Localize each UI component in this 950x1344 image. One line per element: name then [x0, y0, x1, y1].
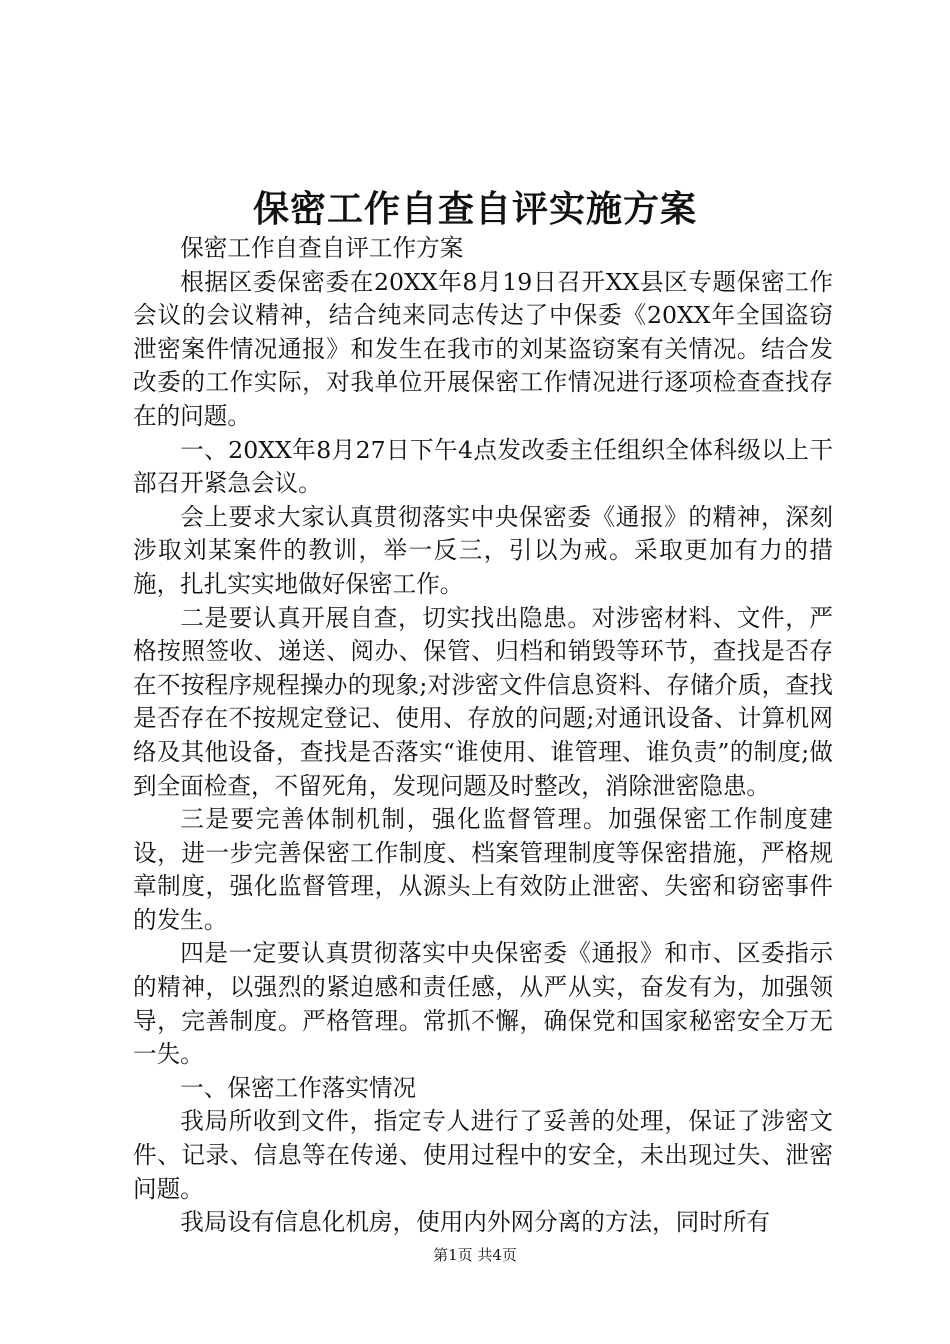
paragraph: 根据区委保密委在20XX年8月19日召开XX县区专题保密工作会议的会议精神，结合纯来同志传达了中保委《20XX年全国盗窃泄密案件情况通报》和发生在我市的刘某盗窃案有关情况。结合发改委的工作实际，对我单位开展保密工作情况进行逐项检查查找存在的问题。 — [133, 267, 833, 430]
document-title: 保密工作自查自评实施方案 — [252, 188, 697, 230]
page-footer — [0, 1244, 950, 1266]
paragraph: 我局所收到文件，指定专人进行了妥善的处理，保证了涉密文件、记录、信息等在传递、使用过程中的安全，未出现过失、泄密问题。 — [133, 1107, 833, 1203]
document-body — [133, 232, 833, 1240]
paragraph: 一、20XX年8月27日下午4点发改委主任组织全体科级以上干部召开紧急会议。 — [133, 435, 833, 498]
paragraph: 我局设有信息化机房，使用内外网分离的方法，同时所有 — [180, 1208, 771, 1237]
paragraph: 四是一定要认真贯彻落实中央保密委《通报》和市、区委指示的精神，以强烈的紧迫感和责任感，从严从实，奋发有为，加强领导，完善制度。严格管理。常抓不懈，确保党和国家秘密安全万无一失。 — [133, 939, 833, 1069]
section-heading: 一、保密工作落实情况 — [180, 1073, 417, 1102]
paragraph: 会上要求大家认真贯彻落实中央保密委《通报》的精神，深刻涉取刘某案件的教训，举一反三，引以为戒。采取更加有力的措施，扎扎实实地做好保密工作。 — [133, 502, 833, 598]
paragraph: 保密工作自查自评工作方案 — [180, 234, 464, 262]
paragraph: 三是要完善体制机制，强化监督管理。加强保密工作制度建设，进一步完善保密工作制度、档案管理制度等保密措施，严格规章制度，强化监督管理，从源头上有效防止泄密、失密和窃密事件的发生。 — [133, 805, 833, 934]
page-number: 第1页 共4页 — [433, 1246, 517, 1264]
paragraph: 二是要认真开展自查，切实找出隐患。对涉密材料、文件，严格按照签收、递送、阅办、保管、归档和销毁等环节，查找是否存在不按程序规程操办的现象;对涉密文件信息资料、存储介质，查找是否存在不按规定登记、使用、存放的问题;对通讯设备、计算机网络及其他设备，查找是否落实“谁使用、谁管理、谁负责”的制度;做到全面检查，不留死角，发现问题及时整改，消除泄密隐患。 — [133, 603, 833, 800]
